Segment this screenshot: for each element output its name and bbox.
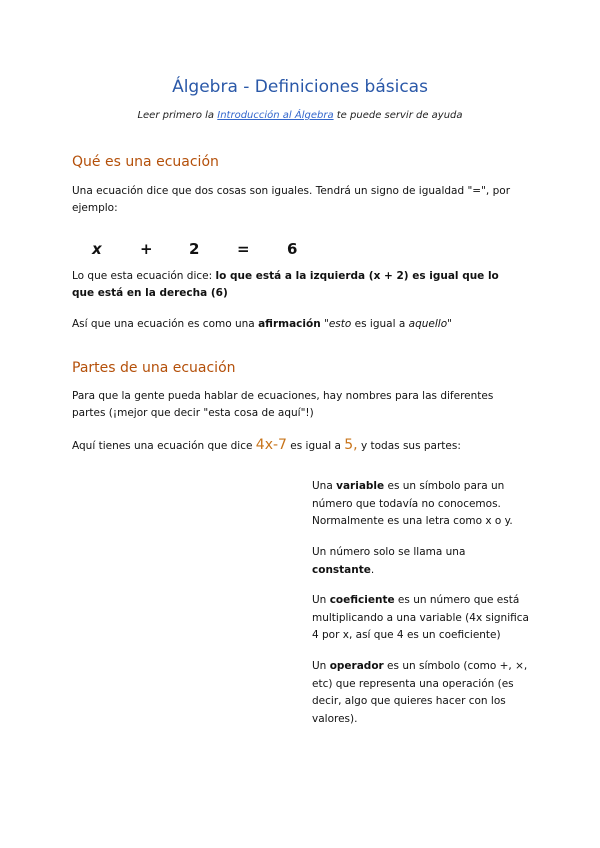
intro-algebra-link[interactable]: Introducción al Álgebra	[217, 110, 334, 121]
section-heading-ecuacion: Qué es una ecuación	[72, 154, 219, 170]
equation-plus: +	[140, 240, 153, 258]
constante-text: .	[370, 563, 375, 576]
equation-variable: x	[92, 240, 102, 258]
example-equation	[90, 240, 320, 262]
example-middle: es igual a	[286, 440, 345, 452]
example-expression: 4x-7	[255, 437, 287, 453]
statement-quote-open: "	[320, 318, 329, 330]
example-tail: y todas sus partes:	[357, 440, 461, 452]
equation-equals: =	[237, 240, 250, 258]
statement-middle: es igual a	[351, 318, 409, 330]
definition-operador	[312, 658, 530, 728]
statement-bold: afirmación	[258, 318, 321, 330]
example-value: 5,	[344, 437, 358, 453]
constante-pre: Un número solo se llama una	[312, 546, 466, 558]
equation-meaning-paragraph	[72, 268, 524, 302]
example-lead: Aquí tienes una ecuación que dice	[72, 440, 256, 452]
statement-esto: esto	[328, 318, 352, 330]
meaning-bold: lo que está a la izquierda (x + 2) es igual que lo que está en la derecha (6)	[72, 270, 499, 299]
definition-variable	[312, 478, 530, 531]
statement-lead: Así que una ecuación es como una	[72, 318, 259, 330]
variable-text: es un símbolo para un número que todavía no conocemos. Normalmente es una letra como x o y.	[312, 480, 513, 527]
statement-aquello: aquello	[408, 318, 448, 330]
definition-constante	[312, 544, 530, 579]
operador-term: operador	[329, 660, 384, 672]
operador-pre: Un	[312, 660, 330, 672]
intro-paragraph: Una ecuación dice que dos cosas son iguales. Tendrá un signo de igualdad "=", por ejemplo:	[72, 185, 511, 214]
coeficiente-term: coeficiente	[329, 594, 395, 606]
equation-six: 6	[287, 240, 298, 258]
statement-quote-close: "	[447, 318, 452, 330]
partes-intro-paragraph: Para que la gente pueda hablar de ecuaciones, hay nombres para las diferentes partes (¡mejor que decir "esta cosa de aquí"!)	[72, 390, 494, 419]
constante-term: constante	[312, 563, 371, 576]
subtitle	[0, 110, 600, 121]
meaning-lead: Lo que esta ecuación dice:	[72, 270, 216, 282]
coeficiente-pre: Un	[312, 594, 330, 606]
example-paragraph	[72, 437, 524, 455]
equation-two: 2	[189, 240, 200, 258]
operador-text: es un símbolo (como +, ×, etc) que representa una operación (es decir, algo que quieres hacer con los valores).	[312, 660, 528, 725]
definition-coeficiente	[312, 592, 530, 645]
section-heading-partes: Partes de una ecuación	[72, 360, 236, 376]
coeficiente-text: es un número que está multiplicando a una variable (4x significa 4 por x, así que 4 es un coeficiente)	[312, 594, 529, 641]
variable-term: variable	[336, 480, 385, 492]
subtitle-before: Leer primero la	[137, 110, 218, 121]
variable-pre: Una	[312, 480, 337, 492]
subtitle-after: te puede servir de ayuda	[333, 110, 463, 121]
page-title: Álgebra - Definiciones básicas	[172, 77, 428, 97]
statement-paragraph	[72, 316, 524, 333]
